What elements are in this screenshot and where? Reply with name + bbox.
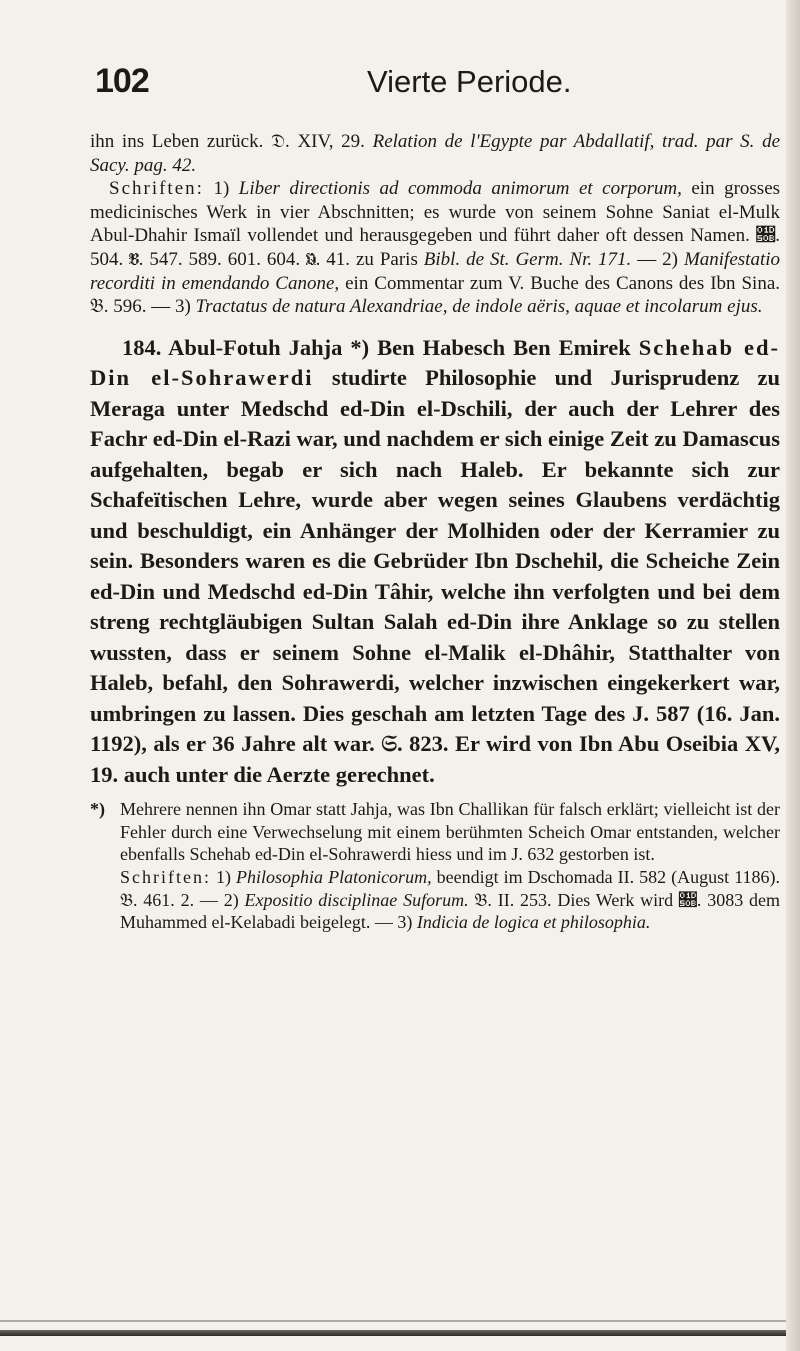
- p1-title-relation: Relation de l'Egypte: [372, 131, 533, 152]
- work-2-description: ein Commentar zum V. Buche des Canons des Ibn Sina. 𝔅. 596. —: [90, 272, 780, 318]
- fn-work-2-title: Expositio disciplinae Suforum.: [244, 889, 469, 910]
- work-3-number: 3): [174, 296, 191, 318]
- work-1-number: 1): [213, 178, 230, 200]
- work-1-library: Bibl. de St. Germ. Nr. 171.: [423, 248, 632, 270]
- work-2-number: — 2): [637, 248, 679, 270]
- footnote-schriften-label: Schriften:: [120, 867, 211, 888]
- body-text: [90, 130, 780, 934]
- work-2-title: Manifestatio recorditi in emendando Canone,: [90, 248, 781, 294]
- footnote: [90, 798, 780, 934]
- entry-184-text: studirte Philosophie und Jurisprudenz zu Meraga unter Medschd ed-Din el-Dschili, der auch der Lehrer des Fachr ed-Din el-Razi war, und nachdem er sich einige Zeit zu Damascus aufgehalten, begab er sich nach Haleb. Er bekannte sich zur Schafeïtischen Lehre, wurde aber wegen seines Glaubens verdächtig und beschuldigt, ein Anhänger der Molhiden oder der Kerramier zu sein. Besonders waren es die Gebrüder Ibn Dschehil, die Scheiche Zein ed-Din und Medschd ed-Din Tâhir, welche ihn verfolgten und bei dem streng rechtgläubigen Sultan Salah ed-Din ihre Anklage so zu stellen wussten, dass er seinem Sohne el-Malik el-Dhâhir, Statthalter von Haleb, befahl, den Sohrawerdi, welcher inzwischen eingekerkert war, umbringen zu lassen. Dies geschah am letzten Tage des J. 587 (16. Jan. 1192), als er 36 Jahre alt war. 𝔖. 823. Er wird von Ibn Abu Oseibia XV, 19. auch unter die Aerzte gerechnet.: [90, 365, 781, 787]
- work-3-title: Tractatus de natura Alexandriae, de indole aëris, aquae et incolarum ejus.: [195, 296, 763, 318]
- schriften-label: Schriften:: [109, 178, 204, 200]
- fn-work-1-number: 1): [216, 867, 232, 888]
- p1-title-relation-cont: par Abdallatif, trad. par S. de Sacy. pag. 42.: [90, 131, 780, 176]
- fn-work-1-description: beendigt im Dschomada II. 582 (August 1186). 𝔅. 461. 2. — 2): [120, 867, 781, 910]
- fn-work-2-description: 𝔅. II. 253. Dies Werk wird 𝔋. 3083 dem Muhammed el-Kelabadi beigelegt. — 3): [120, 889, 781, 933]
- bottom-edge-line: [0, 1320, 786, 1322]
- page-edge-shadow: [786, 0, 800, 1351]
- fn-work-3-title: Indicia de logica et philosophia.: [416, 912, 651, 933]
- page-header: [95, 62, 735, 112]
- bottom-edge-shadow: [0, 1330, 786, 1336]
- paragraph-184-sohrawerdi: [90, 333, 780, 791]
- footnote-text: Mehrere nennen ihn Omar statt Jahja, was Ibn Challikan für falsch erklärt; vielleicht ist der Fehler durch eine Verwechselung mit einem berühmten Scheich Omar entstanden, welcher ebenfalls Schehab ed-Din el-Sohrawerdi hiess und im J. 632 gestorben ist.: [120, 799, 780, 865]
- fn-work-1-title: Philosophia Platonicorum,: [236, 867, 432, 888]
- paragraph-abdallatif: [90, 130, 780, 319]
- entry-184-lead: 184. Abul-Fotuh Jahja *) Ben Habesch Ben Emirek: [122, 334, 631, 360]
- running-head: Vierte Periode.: [367, 64, 572, 99]
- footnote-marker: *): [90, 799, 105, 820]
- entry-184-spaced-name: Schehab ed-Din el-Sohrawerdi: [90, 334, 780, 391]
- work-1-title: Liber directionis ad commoda animorum et corporum,: [238, 178, 682, 200]
- p1-line1: ihn ins Leben zurück. 𝔇. XIV, 29.: [90, 131, 365, 152]
- page-number: 102: [95, 62, 149, 100]
- work-1-description: ein grosses medicinisches Werk in vier Abschnitten; es wurde von seinem Sohne Saniat el-Mulk Abul-Dhahir Ismaïl vollendet und herausgegeben und führt daher oft dessen Namen. 𝔋. 504. 𝔅. 547. 589. 601. 604. 𝔔. 41. zu Paris: [90, 178, 781, 270]
